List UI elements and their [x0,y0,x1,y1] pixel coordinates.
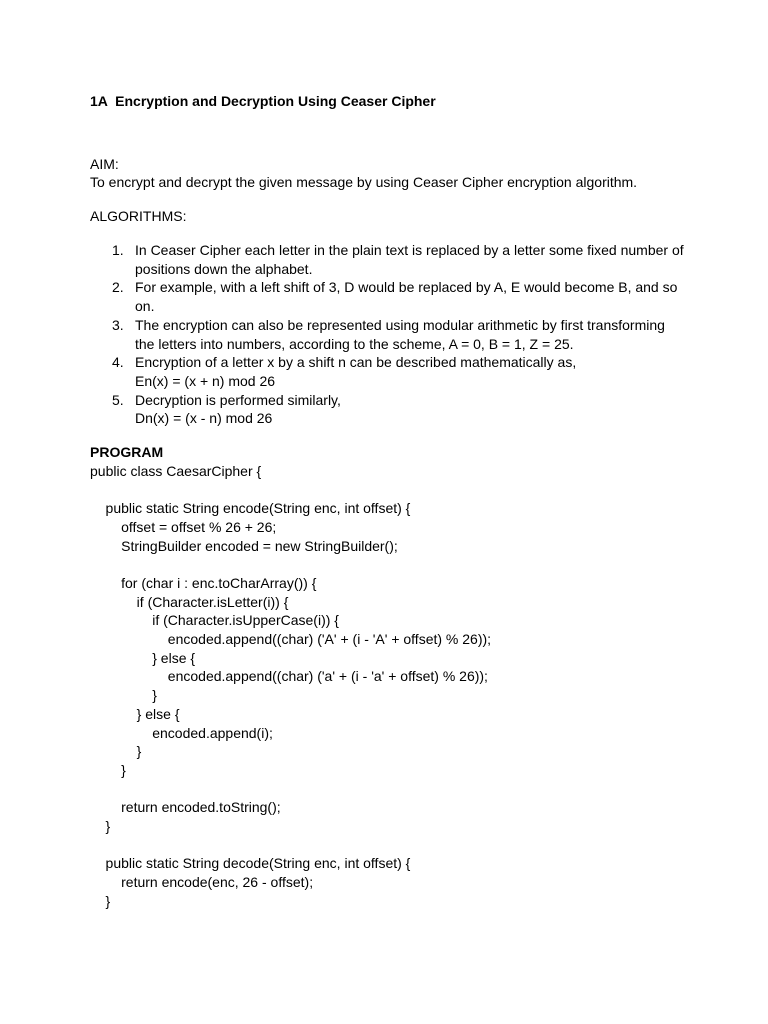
code-line: } else { [90,705,180,722]
step-line: positions down the alphabet. [135,260,313,277]
step-number: 2. [112,279,124,296]
code-line: return encoded.toString(); [90,799,281,816]
step-line: In Ceaser Cipher each letter in the plain text is replaced by a letter some fixed number of [135,242,684,258]
step-line: on. [135,298,155,315]
aim-text: To encrypt and decrypt the given message by using Ceaser Cipher encryption algorithm. [90,174,638,190]
code-line: } else { [90,649,196,666]
step-line: the letters into numbers, according to the scheme, A = 0, B = 1, Z = 25. [135,335,574,352]
step-line: Decryption is performed similarly, [135,391,341,408]
code-line: encoded.append(i); [90,724,273,741]
step-number: 4. [112,354,124,371]
algorithm-step [90,241,690,278]
code-line: StringBuilder encoded = new StringBuilder(); [90,537,398,554]
code-line: return encode(enc, 26 - offset); [90,874,314,891]
code-line: public static String encode(String enc, int offset) { [90,500,411,517]
document-title: 1A Encryption and Decryption Using Ceaser Cipher [90,93,436,109]
step-number: 3. [112,316,124,333]
code-line: for (char i : enc.toCharArray()) { [90,574,317,591]
algorithm-step [90,316,690,353]
step-number: 1. [112,242,124,258]
document-page [90,92,690,911]
code-line: } [90,761,126,778]
step-number: 5. [112,391,124,408]
step-line: En(x) = (x + n) mod 26 [135,372,276,389]
code-line [90,836,690,855]
code-line: } [90,687,157,704]
code-line: } [90,818,111,835]
code-line: encoded.append((char) ('a' + (i - 'a' + offset) % 26)); [90,668,488,685]
step-line: Dn(x) = (x - n) mod 26 [135,410,273,427]
step-line: For example, with a left shift of 3, D would be replaced by A, E would become B, and so [135,279,678,296]
algorithm-step [90,278,690,315]
step-line: Encryption of a letter x by a shift n can be described mathematically as, [135,354,577,371]
code-line: encoded.append((char) ('A' + (i - 'A' + offset) % 26)); [90,631,492,648]
algorithms-list [90,241,690,428]
code-line [90,780,690,799]
algorithms-heading: ALGORITHMS: [90,208,187,224]
step-line: The encryption can also be represented using modular arithmetic by first transforming [135,316,665,333]
code-line [90,555,690,574]
code-line: } [90,892,111,909]
code-block [90,462,690,911]
code-line: public class CaesarCipher { [90,462,262,479]
code-line: if (Character.isUpperCase(i)) { [90,612,339,629]
code-line: if (Character.isLetter(i)) { [90,593,289,610]
code-line: } [90,743,142,760]
code-line [90,480,690,499]
code-line: offset = offset % 26 + 26; [90,518,277,535]
code-line: public static String decode(String enc, int offset) { [90,855,411,872]
program-heading: PROGRAM [90,444,164,461]
algorithm-step [90,353,690,390]
algorithm-step [90,391,690,428]
aim-heading: AIM: [90,156,119,172]
